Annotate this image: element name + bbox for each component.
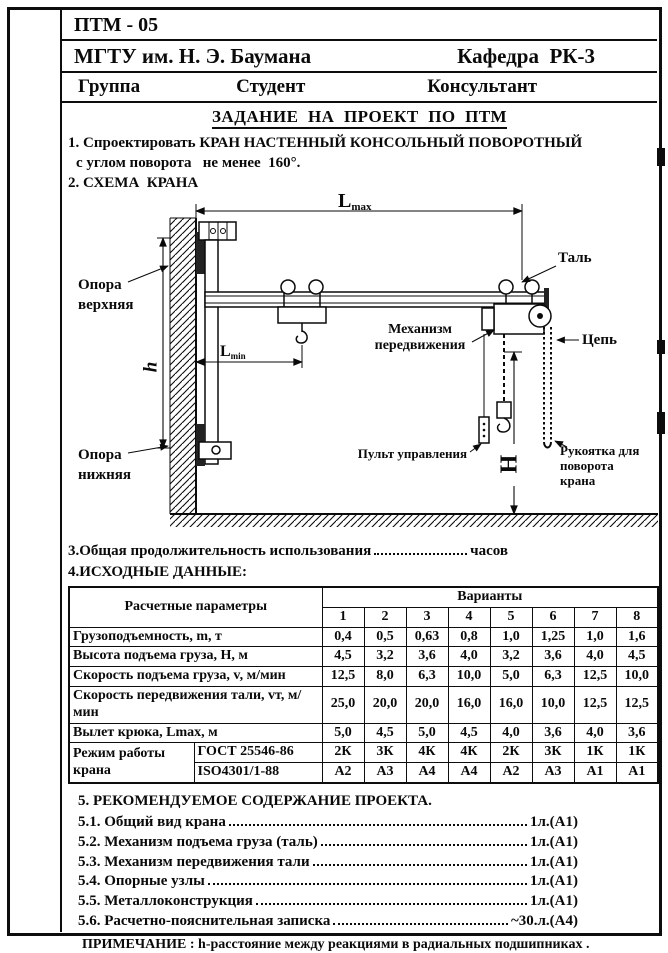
hoist-leader-line <box>522 266 556 282</box>
table-cell: 4,5 <box>322 647 364 667</box>
group-label: Группа <box>78 76 141 97</box>
toc-item-pages: 1л.(А1) <box>530 873 578 890</box>
table-cell: 4,0 <box>574 723 616 743</box>
upper-support-label-1: Опора <box>78 276 122 293</box>
table-cell: 4,0 <box>490 723 532 743</box>
hoist-label: Таль <box>558 249 592 266</box>
item-3-text: 3.Общая продолжительность использования <box>68 542 372 559</box>
dim-height-label: H <box>496 454 523 474</box>
table-row <box>69 687 658 724</box>
dim-lmin-label <box>220 343 246 361</box>
variants-header-cell: Варианты <box>322 587 658 607</box>
table-row-duty-gost <box>69 743 658 763</box>
table-cell: 3,2 <box>364 647 406 667</box>
table-cell: 1 <box>322 607 364 627</box>
table-cell: 4,5 <box>364 723 406 743</box>
control-pendant <box>479 334 489 443</box>
dot-leader <box>321 844 527 846</box>
table-cell: 0,4 <box>322 627 364 647</box>
toc-item <box>78 833 578 853</box>
doc-code: ПТМ - 05 <box>74 14 159 36</box>
pendant-label: Пульт управления <box>357 445 467 461</box>
toc-item-pages: 1л.(А1) <box>530 853 578 870</box>
item-3-duration <box>68 542 508 562</box>
standard-name-cell: ISO4301/1-88 <box>194 763 322 783</box>
table-cell: 3К <box>532 743 574 763</box>
handle-label-2: поворота <box>560 457 614 473</box>
toc-item <box>78 892 578 912</box>
toc-item <box>78 853 578 873</box>
table-cell: 4,0 <box>448 647 490 667</box>
task-item-1-prefix: 1. Спроектировать <box>68 135 200 151</box>
dimension-lmax <box>196 190 522 280</box>
toc-item-text: 5.2. Механизм подъема груза (таль) <box>78 833 318 850</box>
table-row <box>69 627 658 647</box>
toc-item-pages: 1л.(А1) <box>530 814 578 831</box>
table-cell: 3,6 <box>406 647 448 667</box>
table-cell: 3,6 <box>616 723 658 743</box>
table-cell: 20,0 <box>364 687 406 724</box>
toc-item-text: 5.6. Расчетно-пояснительная записка <box>78 913 331 929</box>
handle-label-1: Рукоятка для <box>560 442 640 458</box>
toc-item-pages: ~30.л.(А4) <box>510 913 578 929</box>
toc-item-text: 5.4. Опорные узлы <box>78 873 205 890</box>
recommended-content-section <box>68 793 578 932</box>
table-cell: 1,0 <box>574 627 616 647</box>
table-cell: 4,5 <box>448 723 490 743</box>
upper-support-leader-line <box>128 266 168 282</box>
scan-artifact-1 <box>657 148 665 166</box>
hoist-trolley-lmin <box>278 280 326 343</box>
param-label-cell: Высота подъема груза, Н, м <box>69 647 322 667</box>
table-row <box>69 723 658 743</box>
dim-lmax-main: L <box>338 189 352 212</box>
table-cell: 10,0 <box>616 667 658 687</box>
dimension-height <box>497 352 523 514</box>
dim-lmax-label <box>338 190 372 213</box>
toc-item-text: 5.5. Металлоконструкция <box>78 893 253 910</box>
document-content <box>60 10 657 952</box>
ground-hatching <box>170 514 658 527</box>
table-cell: 3 <box>406 607 448 627</box>
doc-code-row <box>62 10 657 41</box>
task-item-1-emphasis: КРАН НАСТЕННЫЙ КОНСОЛЬНЫЙ ПОВОРОТНЫЙ <box>199 135 583 151</box>
people-row <box>62 73 657 103</box>
toc-item-text: 5.1. Общий вид крана <box>78 814 226 831</box>
param-label-cell: Скорость передвижения тали, vт, м/мин <box>69 687 322 724</box>
dot-leader <box>333 923 508 925</box>
table-cell: 7 <box>574 607 616 627</box>
section-5-title: 5. РЕКОМЕНДУЕМОЕ СОДЕРЖАНИЕ ПРОЕКТА. <box>78 793 432 810</box>
crane-scheme-diagram <box>70 189 662 540</box>
travel-mechanism-label-2: передвижения <box>374 337 466 353</box>
document-body <box>62 130 657 953</box>
table-cell: 8,0 <box>364 667 406 687</box>
table-cell: 16,0 <box>448 687 490 724</box>
toc-item-pages: 1л.(А1) <box>530 893 578 910</box>
student-label: Студент <box>236 76 306 97</box>
table-cell: 1,6 <box>616 627 658 647</box>
table-cell: 5,0 <box>406 723 448 743</box>
dim-lmax-sub: max <box>351 200 372 213</box>
table-cell: 3,6 <box>532 723 574 743</box>
toc-item <box>78 872 578 892</box>
department-name: Кафедра РК-3 <box>457 44 595 68</box>
wall-hatching <box>170 218 196 514</box>
table-cell: 10,0 <box>532 687 574 724</box>
dim-lmin-sub: min <box>230 350 246 361</box>
param-label-cell: Режим работы крана <box>69 743 194 783</box>
table-cell: А4 <box>448 763 490 783</box>
table-cell: 2 <box>364 607 406 627</box>
table-cell: А3 <box>532 763 574 783</box>
table-cell: А1 <box>574 763 616 783</box>
table-cell: 4,0 <box>574 647 616 667</box>
table-cell: 25,0 <box>322 687 364 724</box>
hand-chain <box>544 327 551 448</box>
toc-item <box>78 813 578 833</box>
table-cell: 5,0 <box>322 723 364 743</box>
param-label-cell: Скорость подъема груза, v, м/мин <box>69 667 322 687</box>
table-cell: А3 <box>364 763 406 783</box>
dot-leader <box>208 883 527 885</box>
travel-mechanism-leader-line <box>472 330 494 342</box>
table-cell: 12,5 <box>574 667 616 687</box>
table-cell: 4К <box>448 743 490 763</box>
lower-support-leader-line <box>128 446 168 453</box>
table-cell: 0,8 <box>448 627 490 647</box>
table-cell: 5,0 <box>490 667 532 687</box>
footnote: ПРИМЕЧАНИЕ : h-расстояние между реакциями в радиальных подшипниках . <box>82 936 590 952</box>
standard-name-cell: ГОСТ 25546-86 <box>194 743 322 763</box>
param-label-cell: Грузоподъемность, m, т <box>69 627 322 647</box>
table-cell: 1,0 <box>490 627 532 647</box>
dim-lmin-main: L <box>220 342 231 360</box>
table-row <box>69 667 658 687</box>
assignment-title-row <box>62 103 657 130</box>
table-cell: 0,63 <box>406 627 448 647</box>
table-row <box>69 647 658 667</box>
task-item-1 <box>68 134 653 154</box>
table-cell: 5 <box>490 607 532 627</box>
dot-leader <box>374 553 467 555</box>
dot-leader <box>256 903 527 905</box>
table-cell: 4,5 <box>616 647 658 667</box>
upper-support-label-2: верхняя <box>78 296 134 313</box>
table-cell: 12,5 <box>322 667 364 687</box>
lower-support-label-1: Опора <box>78 446 122 463</box>
table-cell: 16,0 <box>490 687 532 724</box>
table-cell: А2 <box>490 763 532 783</box>
table-cell: 12,5 <box>574 687 616 724</box>
table-cell: А2 <box>322 763 364 783</box>
hook-block <box>497 334 511 432</box>
lower-support-label-2: нижняя <box>78 466 132 483</box>
table-cell: 4К <box>406 743 448 763</box>
table-cell: 3,2 <box>490 647 532 667</box>
toc-item-text: 5.3. Механизм передвижения тали <box>78 853 310 870</box>
consultant-label: Консультант <box>427 76 538 97</box>
table-cell: 6 <box>532 607 574 627</box>
table-cell: 0,5 <box>364 627 406 647</box>
table-cell: 6,3 <box>406 667 448 687</box>
table-cell: 8 <box>616 607 658 627</box>
item-3-suffix: часов <box>470 542 508 559</box>
table-cell: 1К <box>616 743 658 763</box>
table-cell: 3К <box>364 743 406 763</box>
table-cell: 12,5 <box>616 687 658 724</box>
chain-label: Цепь <box>582 331 617 348</box>
mast-column <box>205 240 218 464</box>
dim-h-label: h <box>140 361 162 373</box>
table-cell: 4 <box>448 607 490 627</box>
task-item-2: 2. СХЕМА КРАНА <box>68 175 199 192</box>
table-cell: 6,3 <box>532 667 574 687</box>
param-header-cell: Расчетные параметры <box>69 587 322 627</box>
table-cell: 1К <box>574 743 616 763</box>
table-cell: 2К <box>490 743 532 763</box>
table-cell: 3,6 <box>532 647 574 667</box>
table-cell: А4 <box>406 763 448 783</box>
handle-label-3: крана <box>560 472 596 488</box>
dimension-h <box>140 238 170 448</box>
toc-item <box>78 912 578 932</box>
task-item-1-line2: с углом поворота не менее 160°. <box>76 154 301 171</box>
param-label-cell: Вылет крюка, Lmax, м <box>69 723 322 743</box>
table-cell: 20,0 <box>406 687 448 724</box>
table-cell: 2К <box>322 743 364 763</box>
table-cell: 10,0 <box>448 667 490 687</box>
university-name: МГТУ им. Н. Э. Баумана <box>74 44 312 68</box>
initial-data-table <box>68 586 659 784</box>
dot-leader <box>229 824 527 826</box>
pendant-leader-line <box>470 444 481 452</box>
item-4-initial-data: 4.ИСХОДНЫЕ ДАННЫЕ: <box>68 563 248 580</box>
travel-mechanism-label-1: Механизм <box>388 321 452 337</box>
assignment-title: ЗАДАНИЕ НА ПРОЕКТ ПО ПТМ <box>212 107 507 129</box>
university-row <box>62 41 657 73</box>
table-cell: 1,25 <box>532 627 574 647</box>
table-header-row <box>69 587 658 607</box>
toc-item-pages: 1л.(А1) <box>530 833 578 850</box>
dot-leader <box>313 864 527 866</box>
table-cell: А1 <box>616 763 658 783</box>
